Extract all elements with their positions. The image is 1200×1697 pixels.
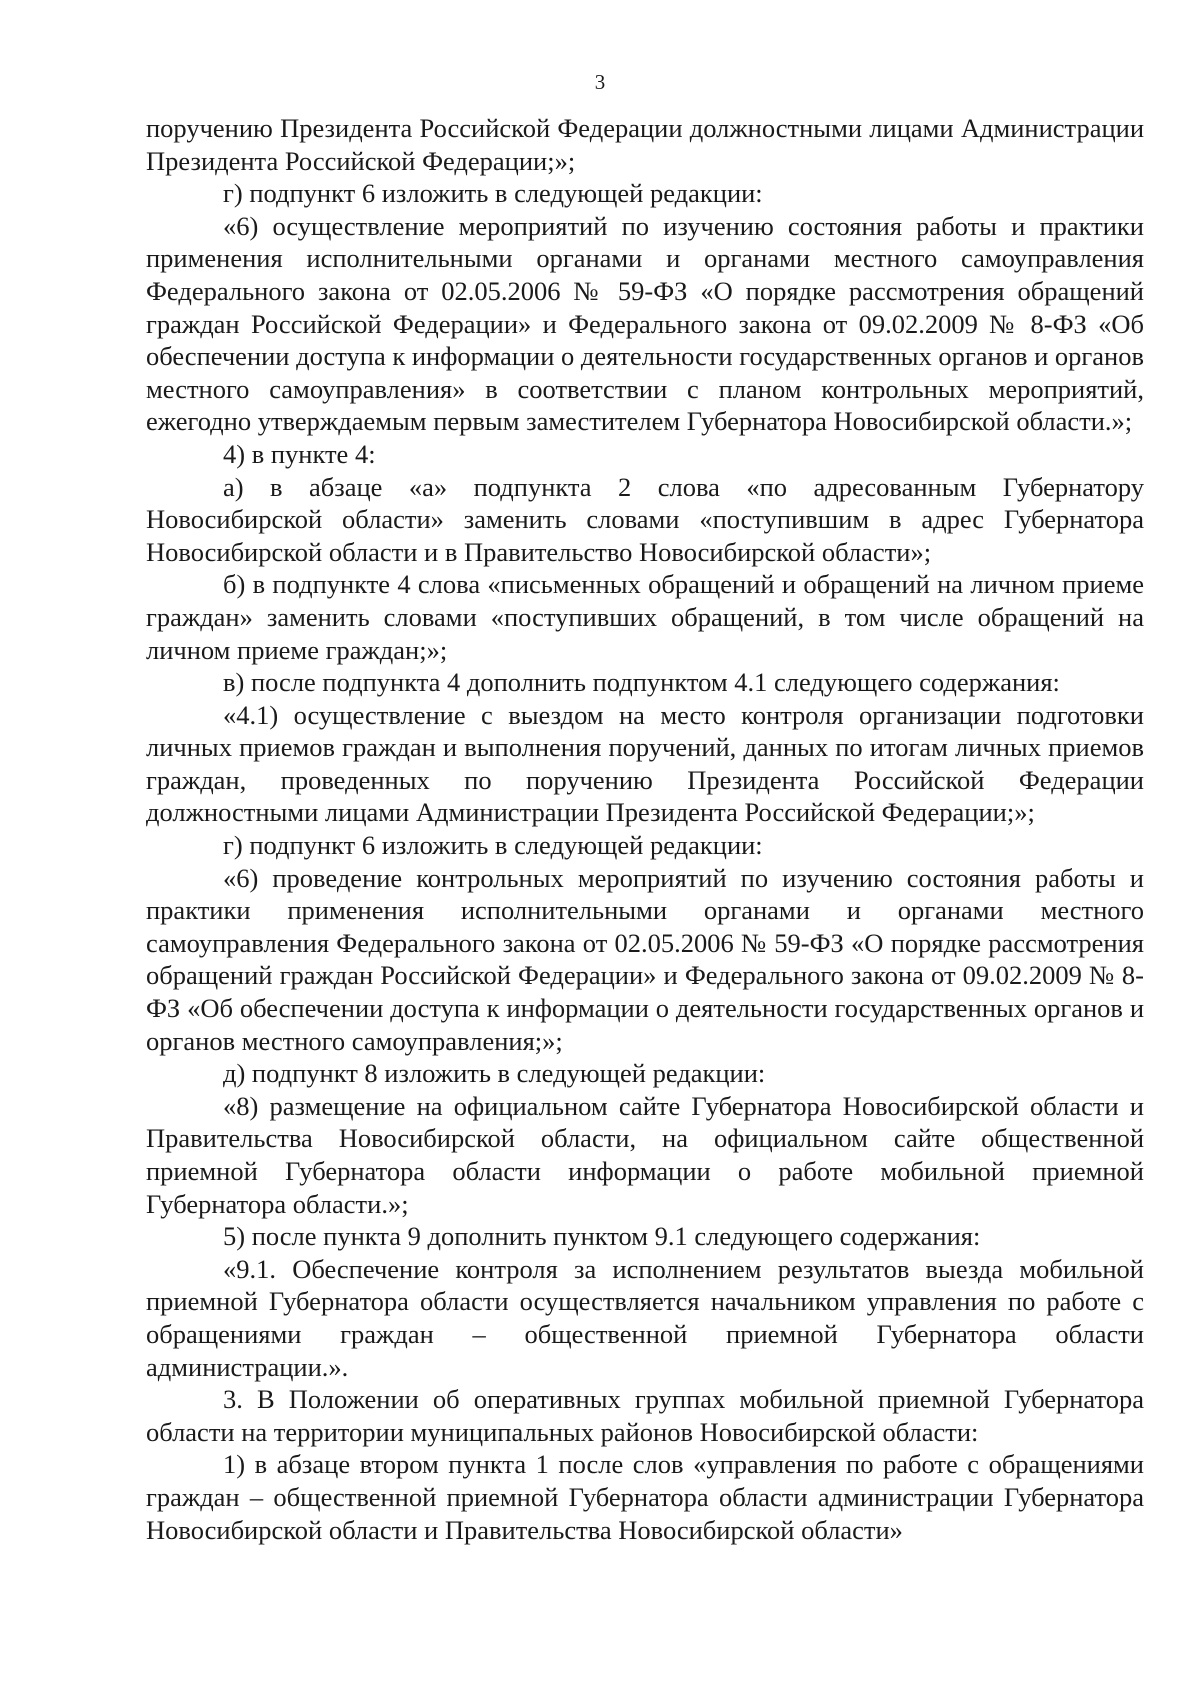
- paragraph-item-b: б) в подпункте 4 слова «письменных обращений и обращений на личном приеме граждан» заменить словами «поступивших обращений, в том числе обращений на личном приеме граждан;»;: [146, 569, 1144, 665]
- document-body: [146, 112, 1144, 1546]
- paragraph-quoted-subparagraph-4-1: «4.1) осуществление с выездом на место контроля организации подготовки личных приемов граждан и выполнения поручений, данных по итогам личных приемов граждан, проведенных по поручению Президента Российской Федерации должностными лицами Администрации Президента Российской Федерации;»;: [146, 699, 1144, 828]
- paragraph-item-d: д) подпункт 8 изложить в следующей редакции:: [223, 1058, 766, 1089]
- paragraph-item-1: 1) в абзаце втором пункта 1 после слов «управления по работе с обращениями граждан – общественной приемной Губернатора области администрации Губернатора Новосибирской области и Правительства Новосибирской области»: [146, 1449, 1144, 1545]
- paragraph-item-5: 5) после пункта 9 дополнить пунктом 9.1 следующего содержания:: [223, 1221, 981, 1252]
- paragraph-quoted-subparagraph-6-new: «6) проведение контрольных мероприятий по изучению состояния работы и практики применения исполнительными органами и органами местного самоуправления Федерального закона от 02.05.2006 № 59-ФЗ «О порядке рассмотрения обращений граждан Российской Федерации» и Федерального закона от 09.02.2009 № 8-ФЗ «Об обеспечении доступа к информации о деятельности государственных органов и органов местного самоуправления;»;: [146, 862, 1144, 1056]
- paragraph-item-g-subparagraph-6: г) подпункт 6 изложить в следующей редакции:: [223, 178, 763, 209]
- paragraph-quoted-subparagraph-8: «8) размещение на официальном сайте Губернатора Новосибирской области и Правительства Новосибирской области, на официальном сайте общественной приемной Губернатора области информации о работе мобильной приемной Губернатора области.»;: [146, 1090, 1144, 1219]
- paragraph-item-v: в) после подпункта 4 дополнить подпунктом 4.1 следующего содержания:: [223, 667, 1060, 698]
- paragraph-item-4: 4) в пункте 4:: [223, 438, 376, 469]
- paragraph-quoted-subparagraph-6: «6) осуществление мероприятий по изучению состояния работы и практики применения исполнительными органами и органами местного самоуправления Федерального закона от 02.05.2006 № 59-ФЗ «О порядке рассмотрения обращений граждан Российской Федерации» и Федерального закона от 09.02.2009 № 8-ФЗ «Об обеспечении доступа к информации о деятельности государственных органов и органов местного самоуправления» в соответствии с планом контрольных мероприятий, ежегодно утверждаемым первым заместителем Губернатора Новосибирской области.»;: [146, 210, 1144, 437]
- paragraph-quoted-point-9-1: «9.1. Обеспечение контроля за исполнением результатов выезда мобильной приемной Губернатора области осуществляется начальником управления по работе с обращениями граждан – общественной приемной Губернатора области администрации.».: [146, 1253, 1144, 1382]
- paragraph-item-g: г) подпункт 6 изложить в следующей редакции:: [223, 830, 763, 861]
- page-number: 3: [594, 70, 606, 94]
- paragraph-section-3: 3. В Положении об оперативных группах мобильной приемной Губернатора области на территории муниципальных районов Новосибирской области:: [146, 1384, 1144, 1447]
- paragraph-item-a: а) в абзаце «а» подпункта 2 слова «по адресованным Губернатору Новосибирской области» заменить словами «поступившим в адрес Губернатора Новосибирской области и в Правительство Новосибирской области»;: [146, 471, 1144, 567]
- paragraph-continued: поручению Президента Российской Федерации должностными лицами Администрации Президента Российской Федерации;»;: [146, 113, 1144, 176]
